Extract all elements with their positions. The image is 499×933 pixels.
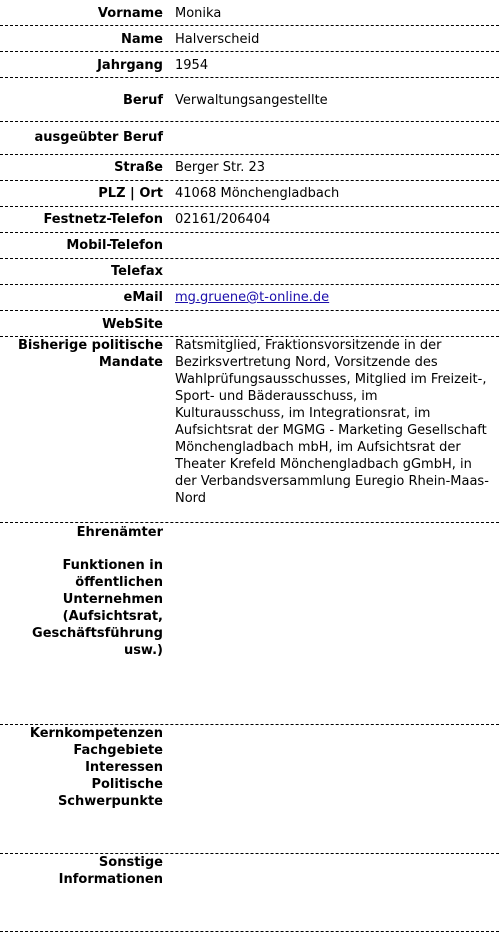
value-jahrgang: 1954: [175, 58, 209, 73]
row-strasse: [0, 155, 499, 181]
row-ausgeuebter-beruf: [0, 122, 499, 155]
label-email: eMail: [123, 290, 163, 305]
label-ausgeuebter-beruf: ausgeübter Beruf: [34, 130, 163, 145]
label-festnetz: Festnetz-Telefon: [43, 212, 163, 227]
label-funktionen-line: (Aufsichtsrat,: [62, 609, 163, 624]
row-mobil: [0, 233, 499, 259]
mandate-line: Wahlprüfungsausschusses, Mitglied im Freizeit-,: [175, 372, 487, 387]
label-funktionen-line: Geschäftsführung: [32, 626, 163, 641]
label-name: Name: [120, 32, 163, 47]
label-website: WebSite: [102, 317, 163, 332]
mandate-line: Ratsmitglied, Fraktionsvorsitzende in der: [175, 338, 442, 353]
label-vorname: Vorname: [97, 6, 163, 21]
mandate-line: Kulturausschuss, im Integrationsrat, im: [175, 406, 431, 421]
value-email: [175, 289, 497, 306]
mandate-line: Aufsichtsrat der MGMG - Marketing Gesellschaft: [175, 423, 487, 438]
row-beruf: [0, 78, 499, 122]
label-kernkompetenzen: [30, 725, 163, 810]
row-sonstige: [0, 854, 499, 932]
label-kern-line: Fachgebiete: [73, 743, 163, 758]
mandate-line: Nord: [175, 491, 207, 506]
label-sonstige-line: Informationen: [58, 872, 163, 887]
value-plz-ort: 41068 Mönchengladbach: [175, 186, 340, 201]
row-mandate: [0, 337, 499, 523]
value-beruf: Verwaltungsangestellte: [175, 93, 328, 108]
label-funktionen: [32, 557, 163, 659]
row-website: [0, 311, 499, 337]
row-email: [0, 285, 499, 311]
label-strasse: Straße: [114, 160, 163, 175]
label-sonstige-line: Sonstige: [98, 855, 163, 870]
label-jahrgang: Jahrgang: [97, 58, 163, 73]
mandate-line: Theater Krefeld Mönchengladbach gGmbH, in: [175, 457, 472, 472]
label-ehrenaemter: Ehrenämter: [76, 525, 163, 540]
email-link[interactable]: mg.gruene@t-online.de: [175, 290, 330, 305]
row-jahrgang: [0, 52, 499, 78]
label-plz-ort: PLZ | Ort: [98, 186, 163, 201]
row-telefax: [0, 259, 499, 285]
value-name: Halverscheid: [175, 32, 260, 47]
mandate-line: Sport- und Bäderausschuss, im: [175, 389, 378, 404]
value-vorname: Monika: [175, 6, 222, 21]
label-kern-line: Kernkompetenzen: [29, 726, 163, 741]
label-kern-line: Schwerpunkte: [57, 794, 163, 809]
label-funktionen-line: Unternehmen: [62, 592, 163, 607]
row-plz-ort: [0, 181, 499, 207]
label-kern-line: Politische: [91, 777, 163, 792]
value-festnetz: 02161/206404: [175, 212, 271, 227]
label-funktionen-line: usw.): [123, 643, 163, 658]
row-kernkompetenzen: [0, 725, 499, 854]
mandate-line: Mönchengladbach mbH, im Aufsichtsrat der: [175, 440, 461, 455]
row-name: [0, 26, 499, 52]
label-sonstige: [59, 854, 163, 888]
label-kern-line: Interessen: [85, 760, 163, 775]
label-mandate-line: Bisherige politische: [17, 338, 163, 353]
value-strasse: Berger Str. 23: [175, 160, 266, 175]
row-vorname: [0, 0, 499, 26]
label-beruf: Beruf: [122, 93, 163, 108]
label-mandate-line: Mandate: [98, 355, 163, 370]
row-festnetz: [0, 207, 499, 233]
label-mandate: [18, 337, 163, 371]
label-telefax: Telefax: [110, 264, 163, 279]
label-funktionen-line: öffentlichen: [75, 575, 163, 590]
mandate-line: Bezirksvertretung Nord, Vorsitzende des: [175, 355, 438, 370]
mandate-line: der Verbandsversammlung Euregio Rhein-Maas-: [175, 474, 489, 489]
value-mandate: [175, 337, 497, 507]
row-ehrenaemter-funktionen: [0, 523, 499, 725]
label-mobil: Mobil-Telefon: [66, 238, 163, 253]
label-funktionen-line: Funktionen in: [62, 558, 163, 573]
